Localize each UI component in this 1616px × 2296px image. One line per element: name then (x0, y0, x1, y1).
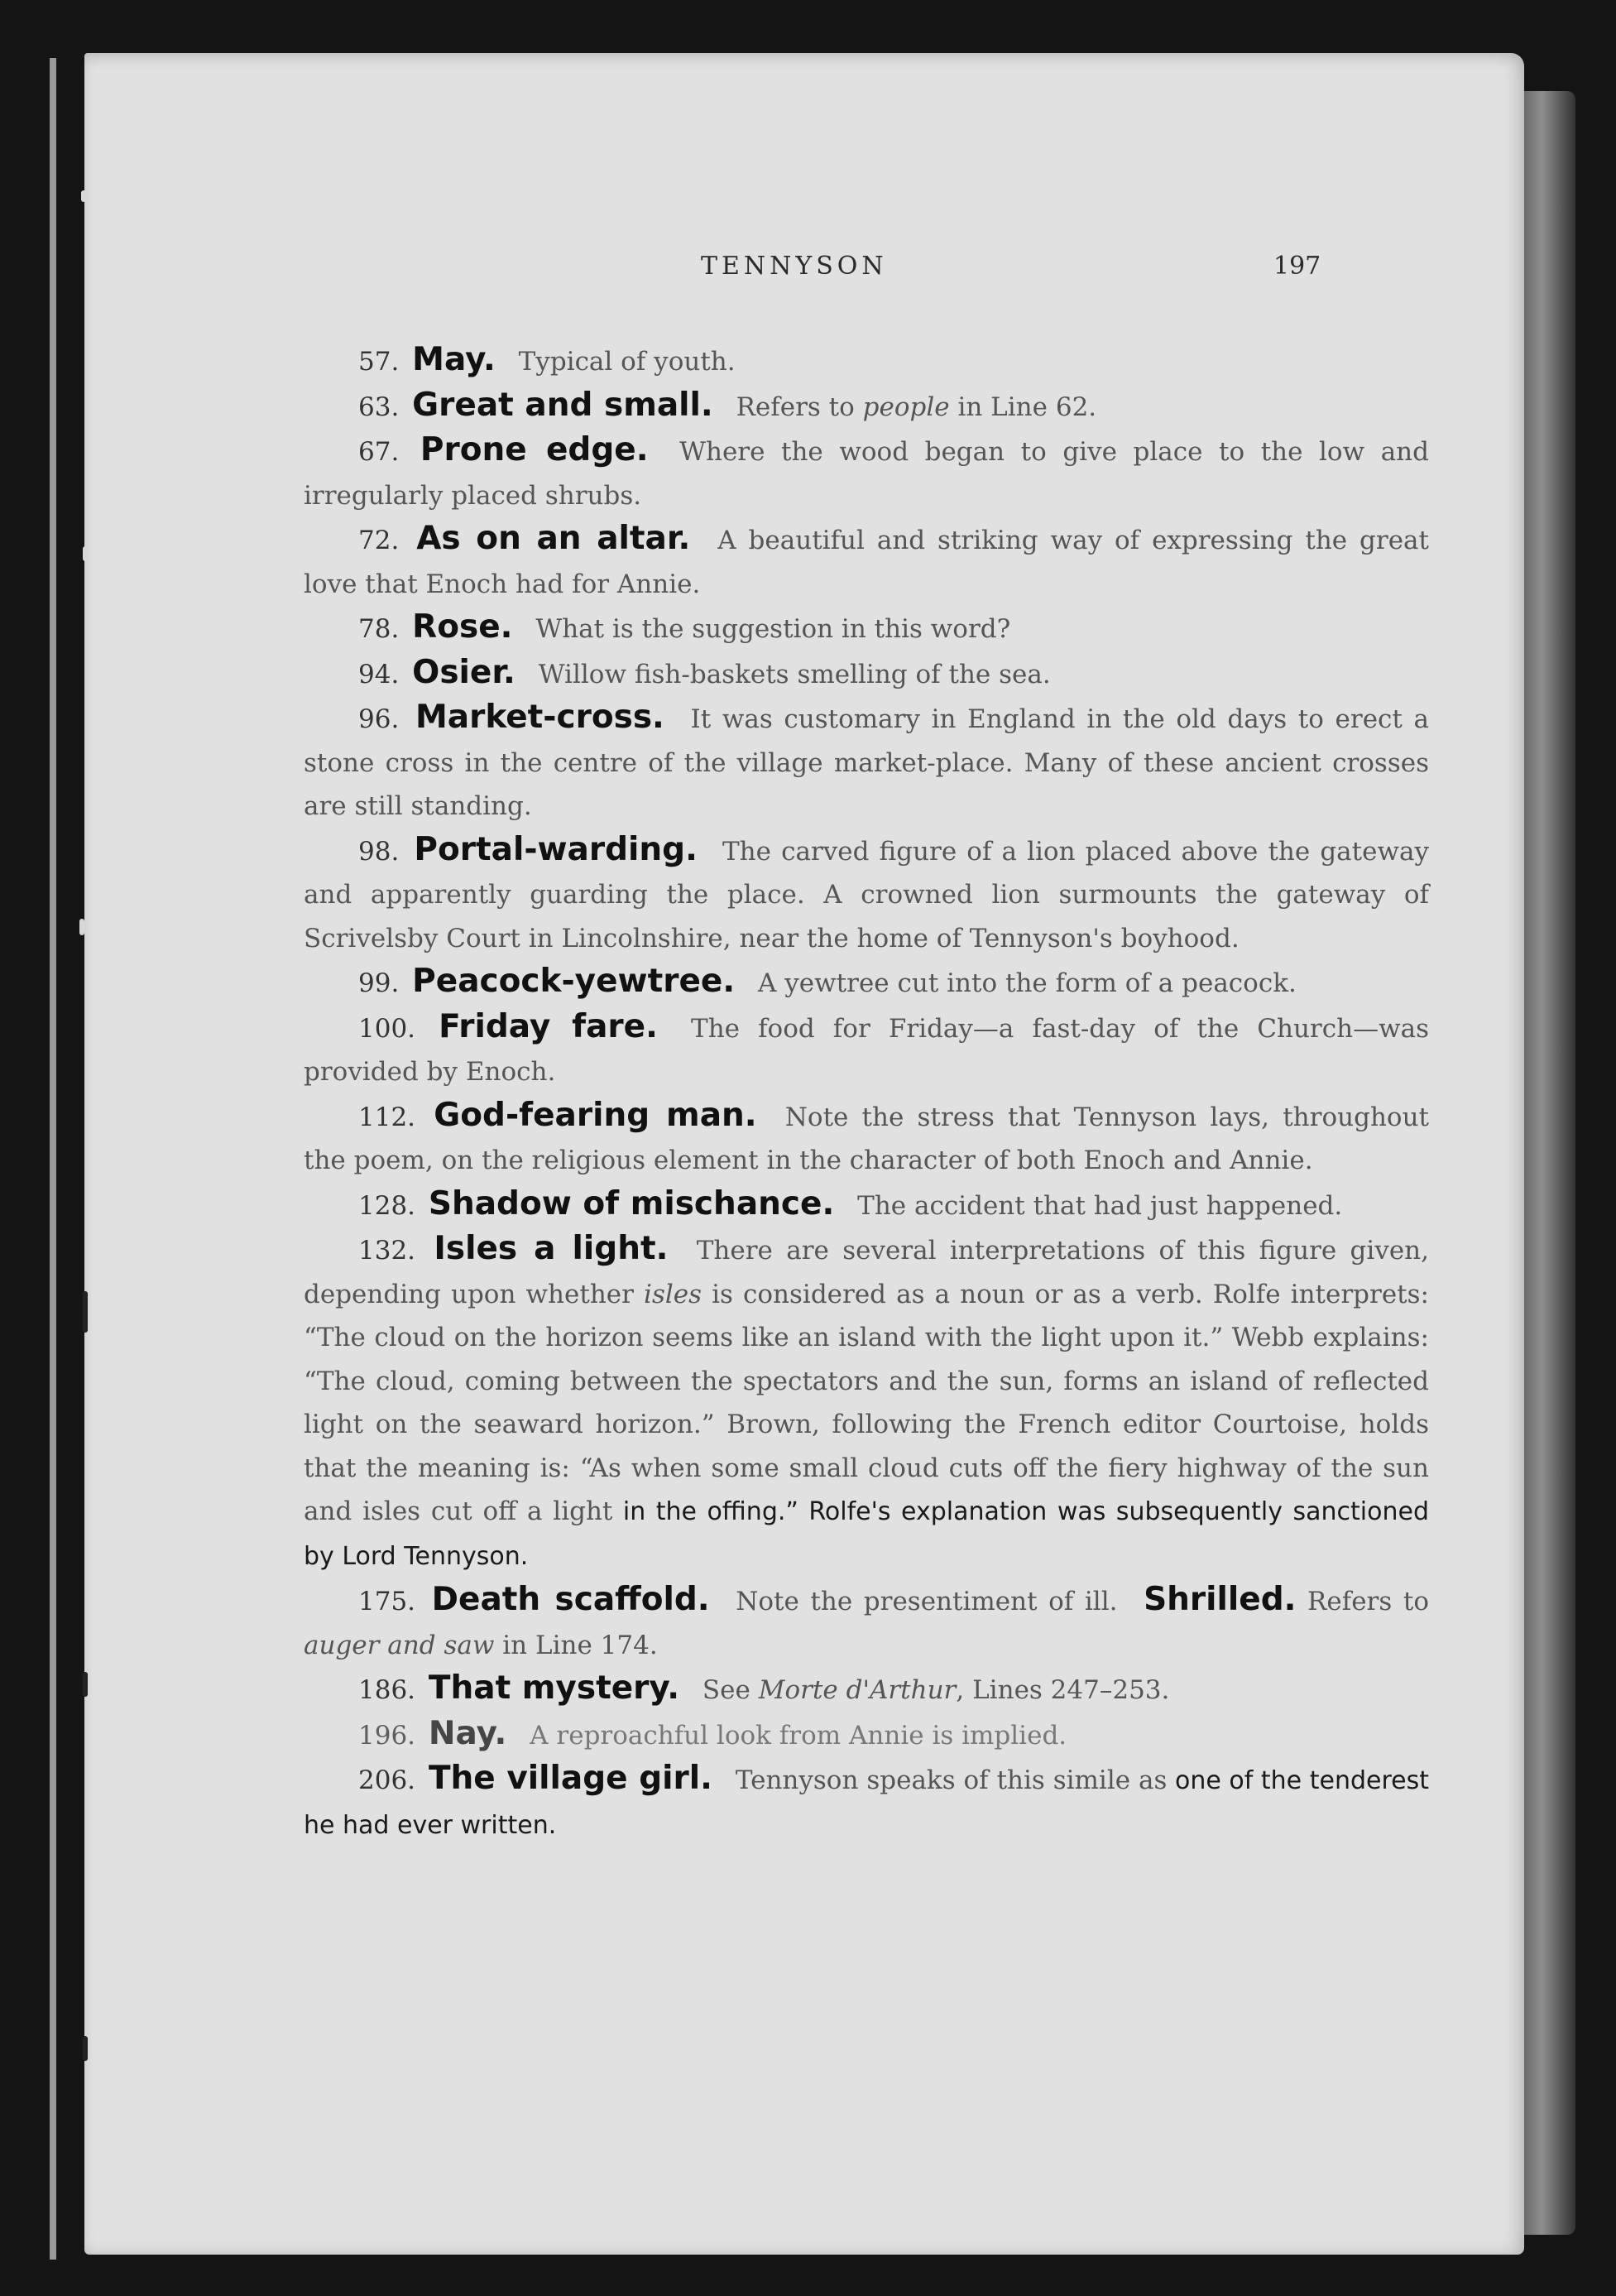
note-term: Rose. (412, 608, 513, 646)
note-term: Nay. (428, 1714, 507, 1752)
note-term: Death scaffold. (431, 1581, 710, 1618)
scan-speck (81, 190, 86, 202)
note-206 (304, 1757, 1429, 1847)
page-stack-edge (1524, 91, 1575, 2235)
note-text-continued: in Line 62. (949, 391, 1097, 422)
note-term-secondary: Shrilled. (1144, 1581, 1297, 1618)
running-head (84, 252, 1524, 285)
note-number: 96. (358, 704, 400, 734)
note-term: May. (412, 341, 496, 378)
note-text-continued: is considered as a noun or as a verb. Rolfe interprets: “The cloud on the horizon seems like an island with the light upon it.” Webb explains: “The cloud, coming between the spectators and the sun, forms an island of reflected light on the seaward horizon.” Brown, following the French editor Courtoise, holds that the meaning is: “As when some small cloud cuts off the fiery highway of the sun and isles cut off a light (304, 1279, 1429, 1526)
note-text: A reproachful look from Annie is implied. (530, 1720, 1067, 1751)
note-132 (304, 1227, 1429, 1578)
note-number: 175. (358, 1587, 416, 1616)
note-number: 132. (358, 1236, 416, 1266)
note-96 (304, 696, 1429, 829)
note-number: 128. (358, 1190, 416, 1221)
note-128 (304, 1183, 1429, 1228)
note-number: 78. (358, 614, 400, 644)
page-number: 197 (1273, 252, 1321, 281)
note-number: 57. (358, 347, 400, 377)
scan-speck (83, 1672, 88, 1697)
note-text: The carved figure of a lion placed above the gateway and apparently guarding the place. A crowned lion surmounts the gateway of Scrivelsby Court in Lincolnshire, near the home of Tennyson's boyhood. (304, 836, 1429, 953)
note-term: Portal-warding. (414, 830, 698, 868)
note-term: God-fearing man. (434, 1096, 757, 1134)
note-63 (304, 384, 1429, 430)
note-term: Shadow of mischance. (428, 1184, 835, 1222)
note-term: Peacock-yewtree. (412, 963, 736, 1000)
note-term: Isles a light. (434, 1230, 669, 1267)
note-112 (304, 1094, 1429, 1183)
note-186 (304, 1667, 1429, 1712)
note-italic-text: Morte d'Arthur (758, 1675, 957, 1705)
note-number: 98. (358, 836, 400, 867)
note-number: 112. (358, 1102, 416, 1132)
notes-list (304, 339, 1429, 1847)
note-number: 100. (358, 1013, 416, 1044)
note-number: 186. (358, 1675, 416, 1705)
note-text: Where the wood began to give place to the low and irregularly placed shrubs. (304, 437, 1429, 511)
note-text: There are several interpretations of this figure given, depending upon whether (304, 1236, 1429, 1309)
note-text-dark: one of the tenderest he had ever written. (304, 1766, 1429, 1840)
note-italic-text: people (862, 391, 950, 422)
note-text-dark: in the offing.” Rolfe's explanation was subsequently sanctioned by Lord Tennyson. (304, 1497, 1429, 1571)
note-number: 206. (358, 1765, 416, 1795)
note-term: Great and small. (412, 386, 713, 424)
note-term: Prone edge. (420, 431, 649, 468)
note-number: 72. (358, 526, 400, 555)
note-text: Typical of youth. (518, 347, 736, 377)
note-text: Refers to (736, 391, 863, 422)
note-term: As on an altar. (416, 520, 691, 557)
note-term: Osier. (412, 653, 515, 691)
note-text: Willow fish-baskets smelling of the sea. (538, 659, 1051, 689)
note-196 (304, 1712, 1429, 1758)
note-number: 94. (358, 659, 400, 689)
note-text: A beautiful and striking way of expressing the great love that Enoch had for Annie. (304, 526, 1429, 599)
book-page (84, 53, 1524, 2255)
note-78 (304, 606, 1429, 651)
note-number: 196. (358, 1720, 416, 1751)
note-text-continued: , Lines 247–253. (956, 1675, 1170, 1705)
note-text: See (702, 1675, 759, 1705)
note-text: The food for Friday—a fast-day of the Church—was provided by Enoch. (304, 1013, 1429, 1087)
note-text-continued: Refers to (1307, 1587, 1429, 1616)
note-98 (304, 829, 1429, 961)
note-text: Note the presentiment of ill. (736, 1587, 1118, 1616)
note-term: That mystery. (428, 1669, 680, 1707)
note-text: The accident that had just happened. (857, 1190, 1343, 1221)
note-text-end: in Line 174. (494, 1630, 658, 1660)
scan-speck (79, 919, 84, 935)
note-number: 67. (358, 437, 400, 467)
note-text: Note the stress that Tennyson lays, throughout the poem, on the religious element in the character of both Enoch and Annie. (304, 1102, 1429, 1175)
note-100 (304, 1006, 1429, 1094)
note-text: What is the suggestion in this word? (535, 614, 1011, 644)
note-number: 99. (358, 968, 400, 998)
running-title: TENNYSON (701, 252, 888, 281)
note-72 (304, 517, 1429, 606)
note-term: Friday fare. (439, 1007, 658, 1045)
note-57 (304, 339, 1429, 384)
scan-speck (83, 1291, 88, 1333)
note-term: Market-cross. (415, 699, 664, 736)
scan-speck (83, 2036, 88, 2061)
note-text: A yewtree cut into the form of a peacock. (758, 968, 1297, 998)
note-italic-text: auger and saw (304, 1630, 495, 1660)
note-italic-text: isles (644, 1279, 703, 1309)
note-text: It was customary in England in the old days to erect a stone cross in the centre of the village market-place. Many of these ancient crosses are still standing. (304, 704, 1429, 821)
note-99 (304, 960, 1429, 1006)
note-175 (304, 1578, 1429, 1667)
note-number: 63. (358, 391, 400, 422)
note-67 (304, 429, 1429, 517)
note-94 (304, 651, 1429, 697)
note-term: The village girl. (428, 1760, 712, 1797)
note-text: Tennyson speaks of this simile as (735, 1765, 1168, 1795)
scan-speck (83, 546, 88, 561)
facing-page-edge (50, 58, 56, 2260)
